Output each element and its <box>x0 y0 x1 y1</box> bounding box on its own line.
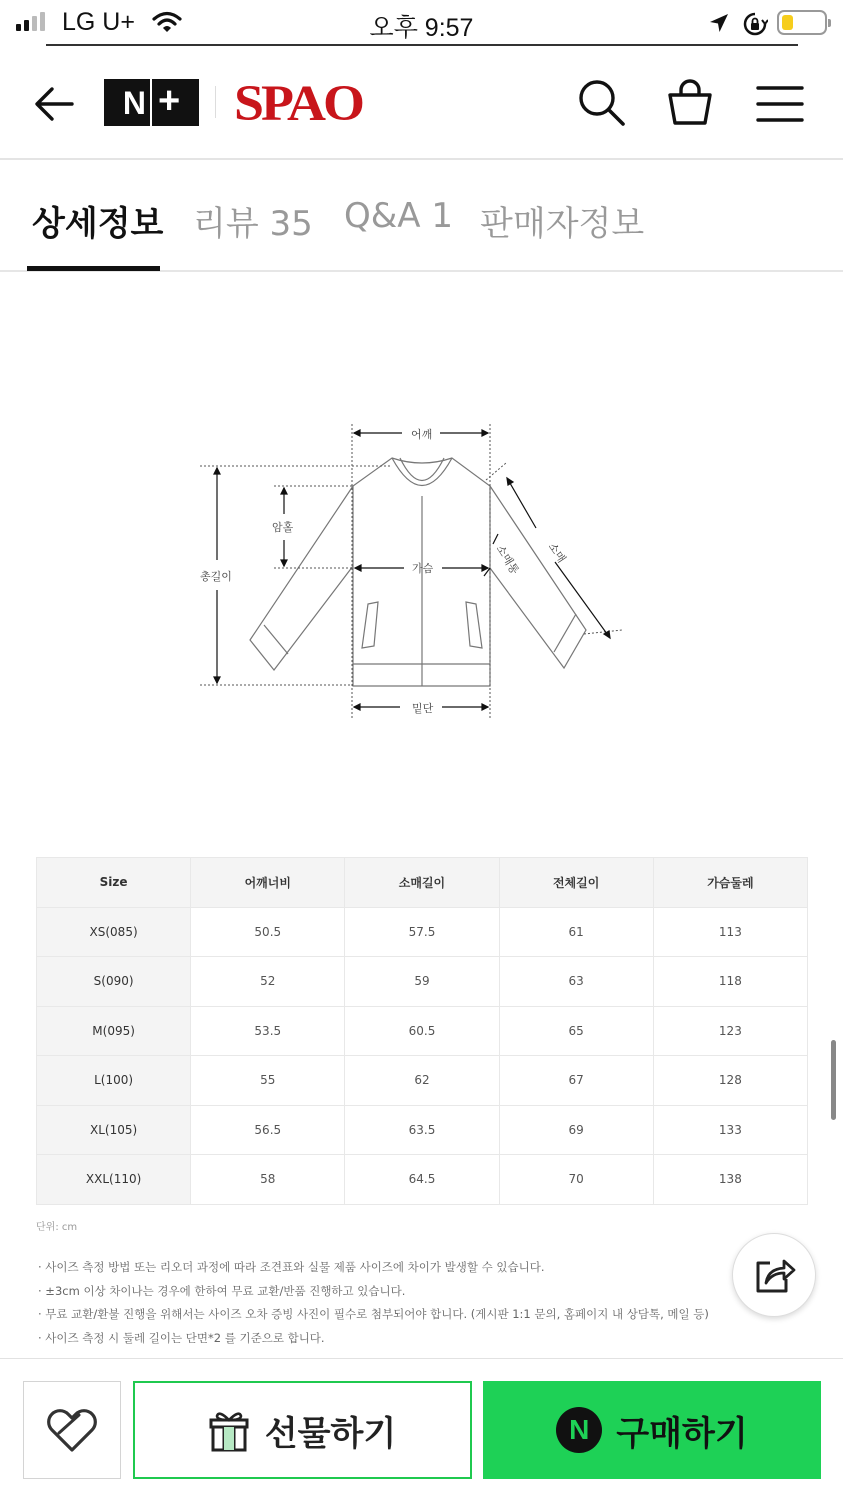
table-cell: 58 <box>191 1155 345 1205</box>
col-header-shoulder: 어깨너비 <box>191 858 345 908</box>
col-header-sleeve: 소매길이 <box>345 858 499 908</box>
search-icon <box>575 76 627 128</box>
battery-icon <box>777 10 827 35</box>
size-cell: XS(085) <box>37 907 191 957</box>
detail-tabs <box>0 162 843 272</box>
label-sleeve: 소매 <box>545 540 569 566</box>
table-row <box>37 957 808 1007</box>
col-header-size: Size <box>37 858 191 908</box>
label-shoulder: 어깨 <box>411 428 433 441</box>
badge-plus: + <box>157 80 181 122</box>
brand-logo[interactable]: SPAO <box>234 74 363 132</box>
unit-note: 단위: cm <box>36 1222 78 1233</box>
table-cell: 55 <box>191 1056 345 1106</box>
back-button[interactable] <box>30 80 78 128</box>
gift-button[interactable] <box>133 1381 472 1479</box>
size-cell: XXL(110) <box>37 1155 191 1205</box>
table-row <box>37 1006 808 1056</box>
gift-icon <box>209 1408 249 1452</box>
naver-letter: N <box>569 1414 590 1445</box>
note-item: · ±3cm 이상 차이나는 경우에 한하여 무료 교환/반품 진행하고 있습니다. <box>38 1283 406 1298</box>
active-tab-indicator <box>27 266 160 271</box>
col-header-length: 전체길이 <box>499 858 653 908</box>
status-bar <box>0 0 843 46</box>
note-item: · 사이즈 측정 시 둘레 길이는 단면*2 를 기준으로 합니다. <box>38 1331 325 1346</box>
table-row <box>37 907 808 957</box>
note-item: · 사이즈 측정 방법 또는 리오더 과정에 따라 조견표와 실물 제품 사이즈에 차이가 발생할 수 있습니다. <box>38 1260 545 1274</box>
logo-divider <box>215 86 216 118</box>
tab-qna[interactable]: Q&A 1 <box>344 196 453 236</box>
naver-n-icon <box>556 1407 602 1453</box>
size-chart-table <box>36 857 808 1205</box>
table-cell: 123 <box>653 1006 807 1056</box>
hamburger-menu-icon <box>754 82 806 126</box>
table-cell: 53.5 <box>191 1006 345 1056</box>
shopping-bag-icon <box>664 76 716 128</box>
size-cell: XL(105) <box>37 1105 191 1155</box>
arrow-left-icon <box>30 80 78 128</box>
carrier-label: LG U+ <box>62 8 135 36</box>
guide-lines <box>200 424 622 718</box>
label-sleeve-width: 소매통 <box>493 542 522 577</box>
table-cell: 65 <box>499 1006 653 1056</box>
label-hem: 밑단 <box>412 702 434 715</box>
table-cell: 57.5 <box>345 907 499 957</box>
share-icon <box>752 1255 796 1295</box>
cart-button[interactable] <box>664 76 716 128</box>
tab-seller-info[interactable]: 판매자정보 <box>480 204 645 244</box>
table-cell: 62 <box>345 1056 499 1106</box>
table-cell: 113 <box>653 907 807 957</box>
buy-label: 구매하기 <box>616 1413 748 1454</box>
table-cell: 61 <box>499 907 653 957</box>
table-cell: 52 <box>191 957 345 1007</box>
menu-button[interactable] <box>754 82 806 126</box>
size-cell: L(100) <box>37 1056 191 1106</box>
label-armhole: 암홀 <box>272 521 294 534</box>
table-cell: 63 <box>499 957 653 1007</box>
table-cell: 118 <box>653 957 807 1007</box>
naver-plus-logo[interactable] <box>104 79 199 126</box>
table-cell: 56.5 <box>191 1105 345 1155</box>
tab-reviews[interactable]: 리뷰 35 <box>193 204 313 244</box>
table-cell: 64.5 <box>345 1155 499 1205</box>
status-time: 오후 9:57 <box>369 14 474 42</box>
table-cell: 50.5 <box>191 907 345 957</box>
tab-details[interactable]: 상세정보 <box>32 204 164 244</box>
table-cell: 60.5 <box>345 1006 499 1056</box>
table-cell: 128 <box>653 1056 807 1106</box>
purchase-bar <box>0 1358 843 1500</box>
label-chest: 가슴 <box>412 562 434 575</box>
col-header-chest: 가슴둘레 <box>653 858 807 908</box>
label-total-length: 총길이 <box>200 570 232 583</box>
table-header-row <box>37 858 808 908</box>
search-button[interactable] <box>575 76 627 128</box>
table-row <box>37 1056 808 1106</box>
location-arrow-icon <box>707 11 731 39</box>
table-row <box>37 1155 808 1205</box>
buy-button[interactable] <box>483 1381 821 1479</box>
share-button[interactable] <box>732 1233 816 1317</box>
heart-icon <box>45 1405 99 1455</box>
wishlist-button[interactable] <box>23 1381 121 1479</box>
note-item: · 무료 교환/환불 진행을 위해서는 사이즈 오차 증빙 사진이 필수로 첨부되어야 합니다. (게시판 1:1 문의, 홈페이지 내 상담톡, 메일 등) <box>38 1307 709 1322</box>
table-cell: 67 <box>499 1056 653 1106</box>
size-cell: S(090) <box>37 957 191 1007</box>
size-notes <box>38 1256 709 1351</box>
badge-separator <box>150 79 152 126</box>
rotation-lock-icon <box>742 11 768 41</box>
table-cell: 138 <box>653 1155 807 1205</box>
table-cell: 133 <box>653 1105 807 1155</box>
app-header <box>0 46 843 160</box>
table-cell: 70 <box>499 1155 653 1205</box>
size-measurement-diagram <box>190 418 630 718</box>
table-cell: 59 <box>345 957 499 1007</box>
table-row <box>37 1105 808 1155</box>
table-cell: 63.5 <box>345 1105 499 1155</box>
badge-n: N <box>122 84 146 121</box>
gift-label: 선물하기 <box>264 1413 397 1454</box>
scrollbar-thumb[interactable] <box>831 1040 836 1120</box>
size-cell: M(095) <box>37 1006 191 1056</box>
table-cell: 69 <box>499 1105 653 1155</box>
